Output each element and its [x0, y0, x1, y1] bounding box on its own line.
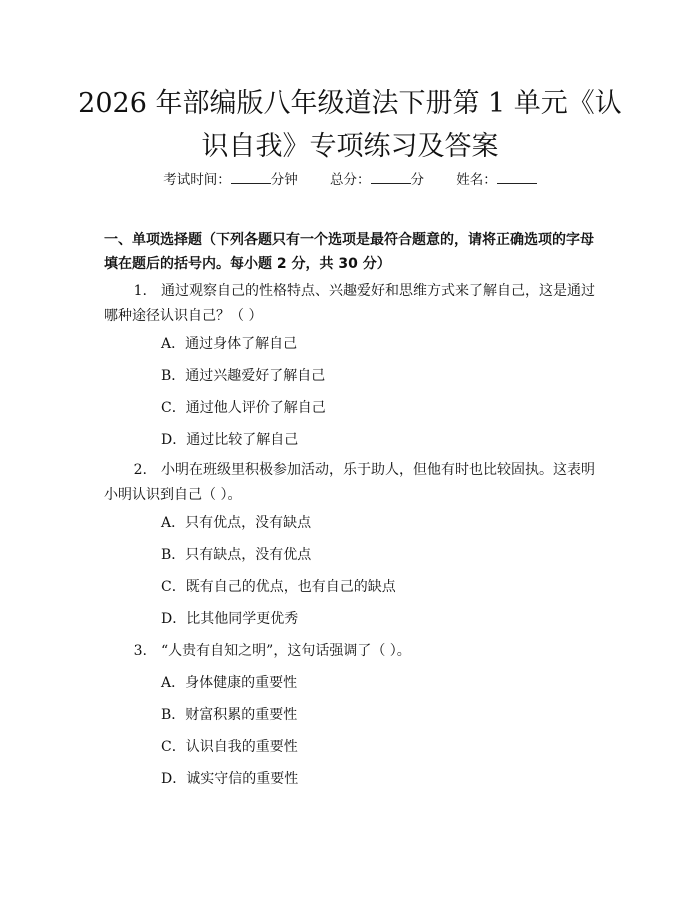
question-2-number: 2.	[133, 462, 147, 478]
question-3-option-b: B．财富积累的重要性	[161, 707, 298, 723]
question-3-option-a: A．身体健康的重要性	[161, 675, 298, 691]
exam-time-blank	[231, 169, 271, 184]
question-2-option-a: A．只有优点，没有缺点	[161, 515, 312, 531]
question-3-stem	[104, 639, 604, 664]
exam-time	[163, 168, 298, 188]
exam-time-unit: 分钟	[270, 172, 298, 188]
question-1-text: 通过观察自己的性格特点、兴趣爱好和思维方式来了解自己，这是通过哪种途径认识自己？（ ）	[104, 283, 595, 324]
question-2-option-d: D．比其他同学更优秀	[161, 611, 299, 627]
question-3-text: “人贵有自知之明”，这句话强调了（ ）。	[161, 643, 411, 659]
student-name	[456, 168, 537, 188]
exam-info	[0, 168, 700, 188]
question-3-option-c: C．认识自我的重要性	[161, 739, 298, 755]
title-line-1: 2026 年部编版八年级道法下册第 1 单元《认	[78, 88, 622, 119]
document-title	[60, 82, 640, 168]
question-3-option-d: D．诚实守信的重要性	[161, 771, 299, 787]
question-1-option-b: B．通过兴趣爱好了解自己	[161, 368, 326, 384]
total-score-unit: 分	[410, 172, 424, 188]
question-1-option-a: A．通过身体了解自己	[161, 336, 298, 352]
student-name-blank	[497, 169, 537, 184]
question-3-number: 3.	[133, 643, 147, 659]
section-heading: 一、单项选择题（下列各题只有一个选项是最符合题意的，请将正确选项的字母填在题后的括号内。每小题 2 分，共 30 分）	[104, 232, 594, 272]
title-line-2: 识自我》专项练习及答案	[201, 131, 499, 162]
question-1-option-c: C．通过他人评价了解自己	[161, 400, 326, 416]
total-score-label: 总分：	[330, 172, 371, 188]
question-1-number: 1.	[133, 283, 147, 299]
question-1-stem	[104, 279, 604, 329]
question-1-option-d: D．通过比较了解自己	[161, 432, 299, 448]
total-score-blank	[371, 169, 411, 184]
exam-time-label: 考试时间：	[163, 172, 231, 188]
question-2-text: 小明在班级里积极参加活动，乐于助人，但他有时也比较固执。这表明小明认识到自己（ ）。	[104, 462, 595, 503]
question-2-stem	[104, 458, 604, 508]
student-name-label: 姓名：	[456, 172, 497, 188]
total-score	[330, 168, 424, 188]
question-2-option-b: B．只有缺点，没有优点	[161, 547, 312, 563]
question-2-option-c: C．既有自己的优点，也有自己的缺点	[161, 579, 396, 595]
